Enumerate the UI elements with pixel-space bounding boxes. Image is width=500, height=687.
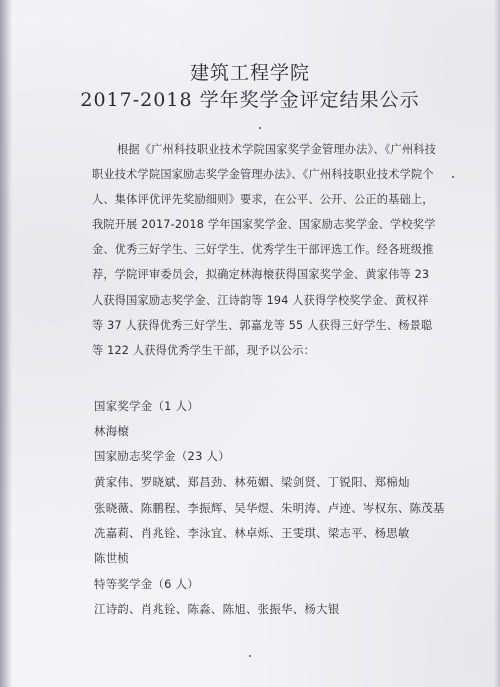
paragraph-line: 等 37 人获得优秀三好学生、郭嘉龙等 55 人获得三好学生、杨景聪 bbox=[92, 319, 433, 332]
scan-speck bbox=[452, 176, 454, 178]
document-title-announcement: 2017-2018 学年奖学金评定结果公示 bbox=[80, 89, 420, 111]
paragraph-line: 金、优秀三好学生、三好学生、优秀学生干部评选工作。经各班级推 bbox=[92, 243, 434, 256]
document-title-college: 建筑工程学院 bbox=[189, 62, 310, 84]
section-heading-national-scholarship: 国家奖学金（1 人） bbox=[94, 399, 199, 413]
scan-speck bbox=[259, 127, 261, 129]
name-list: 张晓薇、陈鹏程、李振辉、吴华煜、朱明涛、卢迹、岑权东、陈茂基 bbox=[94, 501, 445, 515]
paragraph-line: 人获得国家励志奖学金、江诗韵等 194 人获得学校奖学金、黄权祥 bbox=[92, 294, 429, 307]
paragraph-line: 职业技术学院国家励志奖学金管理办法》、《广州科技职业技术学院个 bbox=[92, 168, 434, 181]
name-list: 林海榱 bbox=[94, 424, 130, 438]
paragraph-line: 根据《广州科技职业技术学院国家奖学金管理办法》、《广州科技 bbox=[117, 143, 437, 156]
section-heading-special-scholarship: 特等奖学金（6 人） bbox=[94, 577, 199, 591]
name-list: 黄家伟、罗晓斌、郑昌劲、林苑媚、梁剑贤、丁锐阳、郑棉灿 bbox=[94, 475, 410, 489]
name-list: 冼嘉莉、肖兆铨、李泳宜、林卓烁、王雯琪、梁志平、杨思敏 bbox=[94, 526, 410, 540]
section-heading-national-encouragement: 国家励志奖学金（23 人） bbox=[94, 449, 230, 463]
paragraph-line: 人、集体评优评先奖励细则》要求，在公平、公开、公正的基础上， bbox=[92, 193, 434, 206]
paragraph-line: 荐，学院评审委员会，拟确定林海榱获得国家奖学金、黄家伟等 23 bbox=[92, 268, 430, 281]
name-list: 江诗韵、肖兆铨、陈淼、陈旭、张振华、杨大银 bbox=[94, 602, 340, 616]
paragraph-line: 我院开展 2017-2018 学年国家奖学金、国家励志奖学金、学校奖学 bbox=[92, 218, 436, 231]
scan-speck bbox=[249, 655, 251, 657]
paragraph-line: 等 122 人获得优秀学生干部，现予以公示： bbox=[92, 344, 316, 357]
name-list: 陈世桢 bbox=[94, 551, 130, 565]
